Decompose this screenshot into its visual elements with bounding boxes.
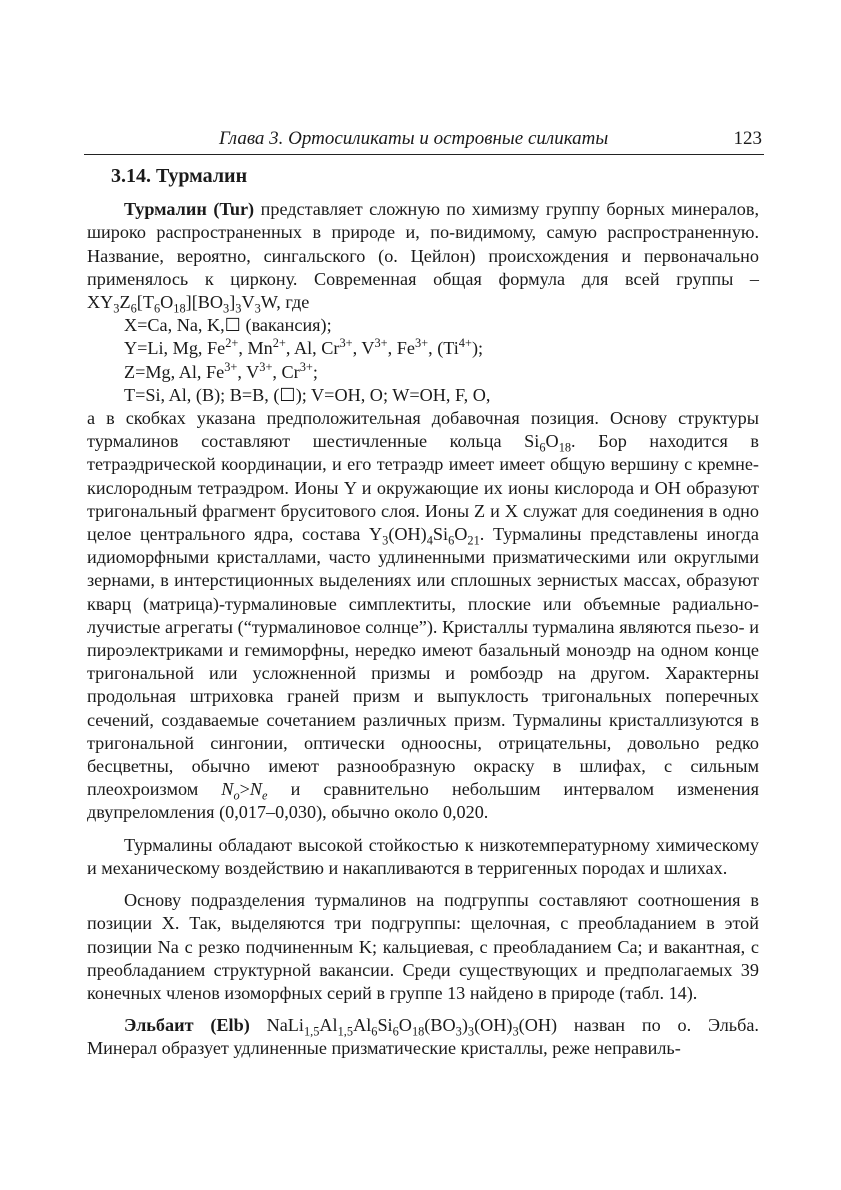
section-title: 3.14. Турмалин [111, 165, 248, 187]
formula-x-line: X=Ca, Na, K,☐ (вакансия); [124, 315, 332, 336]
formula-t-line: T=Si, Al, (B); B=B, (☐); V=OH, O; W=OH, F, O, [124, 384, 491, 405]
paragraph-subgroups: Основу подразделения турмалинов на подгруппы составляют соотношения в позиции X. Так, выделяются три подгруппы: щелочная, с преобладанием в этой позиции Na с резко подчиненным K; кальциевая, с преобладанием Ca; и вакантная, с преобладанием структурной вакансии. Среди существующих и предполагаемых 39 конечных членов изоморфных серий в группе 13 найдено в природе (табл. 14). [87, 890, 759, 1003]
general-formula: $XY_3Z_6[T_6O_{18}][BO_3]_3V_3W$, где [87, 292, 310, 316]
page-number: 123 [733, 128, 762, 149]
running-header [84, 128, 764, 155]
chapter-title: Глава 3. Ортосиликаты и островные силикаты [219, 128, 609, 149]
page-body [87, 165, 759, 1061]
mineral-name-tourmaline: Турмалин (Tur) [124, 199, 255, 220]
paragraph-intro: Турмалин (Tur) представляет сложную по химизму группу борных минералов, широко распространенных в природе и, по-видимому, самую распространенную. Название, вероятно, сингальского (о. Цейлон) происхождения и первоначально применялось к циркону. Современная общая формула для всей группы – $XY_3Z_6[T_6O_{18}][BO_3]_3V_3W$, где [87, 199, 759, 316]
mineral-name-elbaite: Эльбаит (Elb) [124, 1015, 250, 1036]
formula-y-line: Y=Li, Mg, $Fe^{2+}$, $Mn^{2+}$, Al, $Cr^{3+}$, $V^{3+}$, $Fe^{3+}$, $(Ti^{4+})$; [124, 336, 484, 359]
paragraph-elbaite: Эльбаит (Elb) $NaLi_{1,5}Al_{1,5}Al_6Si_6O_{18}(BO_3)_3(OH)_3(OH)$ назван по о. Эльба. Минерал образует удлиненные призматические кристаллы, реже неправиль- [87, 1015, 759, 1059]
paragraph-structure: а в скобках указана предположительная добавочная позиция. Основу структуры турмалинов составляют шестичленные кольца $Si_6O_{18}$. Бор находится в тетраэдрической координации, и его тетраэдр имеет имеет общую вершину с кремне-кислородным тетраэдром. Ионы Y и окружающие их ионы кислорода и OH образуют тригональный фрагмент бруситового слоя. Ионы Z и X служат для соединения в одно целое центрального ядра, состава $Y_3(OH)_4Si_6O_{21}$. Турмалины представлены иногда идиоморфными кристаллами, часто удлиненными призматическими или округлыми зернами, в интерстиционных выделениях или сплошных зернистых массах, образуют кварц (матрица)-турмалиновые симплектиты, плоские или объемные радиально-лучистые агрегаты (“турмалиновое солнце”). Кристаллы турмалина являются пьезо- и пироэлектриками и гемиморфны, нередко имеют базальный моноэдр на одном конце тригональной или усложненной призмы и ромбоэдр на другом. Характерны продольная штриховка граней призм и выпуклость тригональных поперечных сечений, создаваемые сочетанием различных призм. Турмалины кристаллизуются в тригональной сингонии, оптически одноосны, отрицательны, довольно редко бесцветны, обычно имеют разнообразную окраску в шлифах, с сильным плеохроизмом $N_o>N_e$ и сравнительно небольшим интервалом изменения двупреломления (0,017–0,030), обычно около 0,020. [87, 408, 759, 823]
formula-z-line: Z=Mg, Al, $Fe^{3+}$, $V^{3+}$, $Cr^{3+}$; [124, 359, 318, 382]
paragraph-stability: Турмалины обладают высокой стойкостью к низкотемпературному химическому и механическому воздействию и накапливаются в терригенных породах и шлихах. [87, 834, 759, 878]
